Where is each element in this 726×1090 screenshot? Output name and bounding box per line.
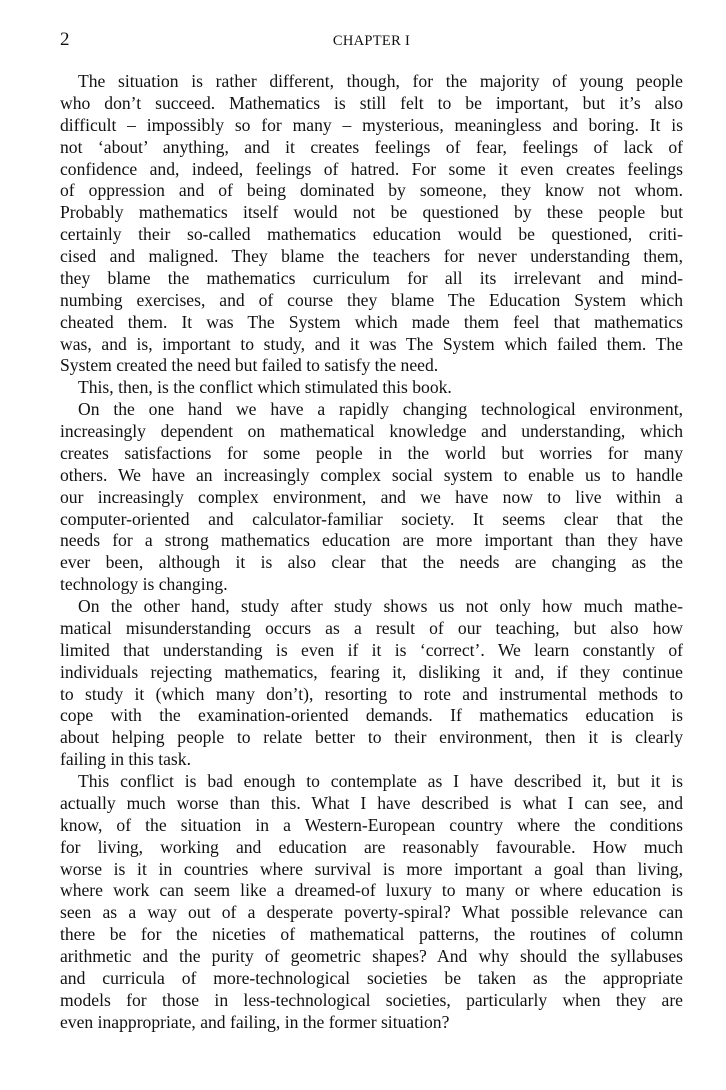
- text-line: The situation is rather different, though, for the majority of young people: [78, 71, 683, 91]
- text-line: technology is changing.: [60, 574, 228, 595]
- text-line: models for those in less-technological societies, particularly when they are: [60, 989, 683, 1010]
- text-line: they blame the mathematics curriculum for all its irrelevant and mind-: [60, 267, 683, 288]
- text-line: difficult – impossibly so for many – mysterious, meaningless and boring. It is: [60, 114, 683, 135]
- text-line: and curricula of more-technological societies be taken as the appropriate: [60, 967, 683, 988]
- text-line: individuals rejecting mathematics, fearing it, disliking it and, if they continue: [60, 661, 683, 682]
- text-line: actually much worse than this. What I have described is what I can see, and: [60, 792, 683, 813]
- text-line: our increasingly complex environment, and we have now to live within a: [60, 486, 683, 507]
- body-text: [60, 71, 683, 1034]
- text-line: computer-oriented and calculator-familiar society. It seems clear that the: [60, 508, 683, 529]
- text-line: cope with the examination-oriented demands. If mathematics education is: [60, 705, 683, 726]
- text-line: know, of the situation in a Western-European country where the conditions: [60, 814, 683, 835]
- text-line: needs for a strong mathematics education are more important than they have: [60, 530, 683, 551]
- paragraph: [60, 399, 683, 596]
- text-line: System created the need but failed to satisfy the need.: [60, 355, 439, 376]
- text-line: creates satisfactions for some people in the world but worries for many: [60, 442, 683, 463]
- text-line: This conflict is bad enough to contemplate as I have described it, but it is: [78, 771, 683, 791]
- text-line: failing in this task.: [60, 749, 191, 770]
- text-line: where work can seem like a dreamed-of luxury to many or where education is: [60, 880, 683, 901]
- text-line: was, and is, important to study, and it was The System which failed them. The: [60, 333, 683, 354]
- text-line: certainly their so-called mathematics education would be questioned, criti-: [60, 224, 683, 245]
- text-line: numbing exercises, and of course they blame The Education System which: [60, 289, 683, 310]
- page-number: 2: [60, 29, 70, 50]
- text-line: even inappropriate, and failing, in the former situation?: [60, 1011, 450, 1032]
- text-line: ever been, although it is also clear that the needs are changing as the: [60, 552, 683, 573]
- text-line: On the one hand we have a rapidly changing technological environment,: [78, 399, 683, 420]
- paragraph: [60, 596, 683, 771]
- text-line: confidence and, indeed, feelings of hatred. For some it even creates feelings: [60, 158, 683, 179]
- text-line: Probably mathematics itself would not be questioned by these people but: [60, 202, 683, 223]
- text-line: others. We have an increasingly complex social system to enable us to handle: [60, 464, 683, 485]
- chapter-title: CHAPTER I: [332, 33, 411, 49]
- text-line: of oppression and of being dominated by someone, they know not whom.: [60, 180, 683, 201]
- text-line: On the other hand, study after study shows us not only how much mathe-: [78, 596, 683, 616]
- text-line: who don’t succeed. Mathematics is still felt to be important, but it’s also: [60, 92, 683, 113]
- text-line: increasingly dependent on mathematical knowledge and understanding, which: [60, 421, 683, 441]
- text-line: cised and maligned. They blame the teachers for never understanding them,: [60, 246, 683, 266]
- text-line: arithmetic and the purity of geometric shapes? And why should the syllabuses: [60, 946, 683, 966]
- paragraph: [60, 377, 683, 399]
- text-line: to study it (which many don’t), resorting to rote and instrumental methods to: [60, 683, 683, 704]
- text-line: about helping people to relate better to their environment, then it is clearly: [60, 727, 683, 748]
- text-line: matical misunderstanding occurs as a result of our teaching, but also how: [60, 617, 683, 638]
- text-line: not ‘about’ anything, and it creates feelings of fear, feelings of lack of: [60, 136, 683, 157]
- text-line: This, then, is the conflict which stimulated this book.: [78, 377, 452, 398]
- text-line: there be for the niceties of mathematical patterns, the routines of column: [60, 924, 683, 945]
- text-line: for living, working and education are reasonably favourable. How much: [60, 836, 683, 857]
- text-line: limited that understanding is even if it is ‘correct’. We learn constantly of: [60, 639, 683, 660]
- text-line: seen as a way out of a desperate poverty-spiral? What possible relevance can: [60, 902, 683, 923]
- text-line: cheated them. It was The System which made them feel that mathematics: [60, 311, 683, 332]
- running-head: [60, 28, 683, 52]
- text-line: worse is it in countries where survival is more important a goal than living,: [60, 858, 683, 879]
- paragraph: [60, 771, 683, 1034]
- paragraph: [60, 71, 683, 377]
